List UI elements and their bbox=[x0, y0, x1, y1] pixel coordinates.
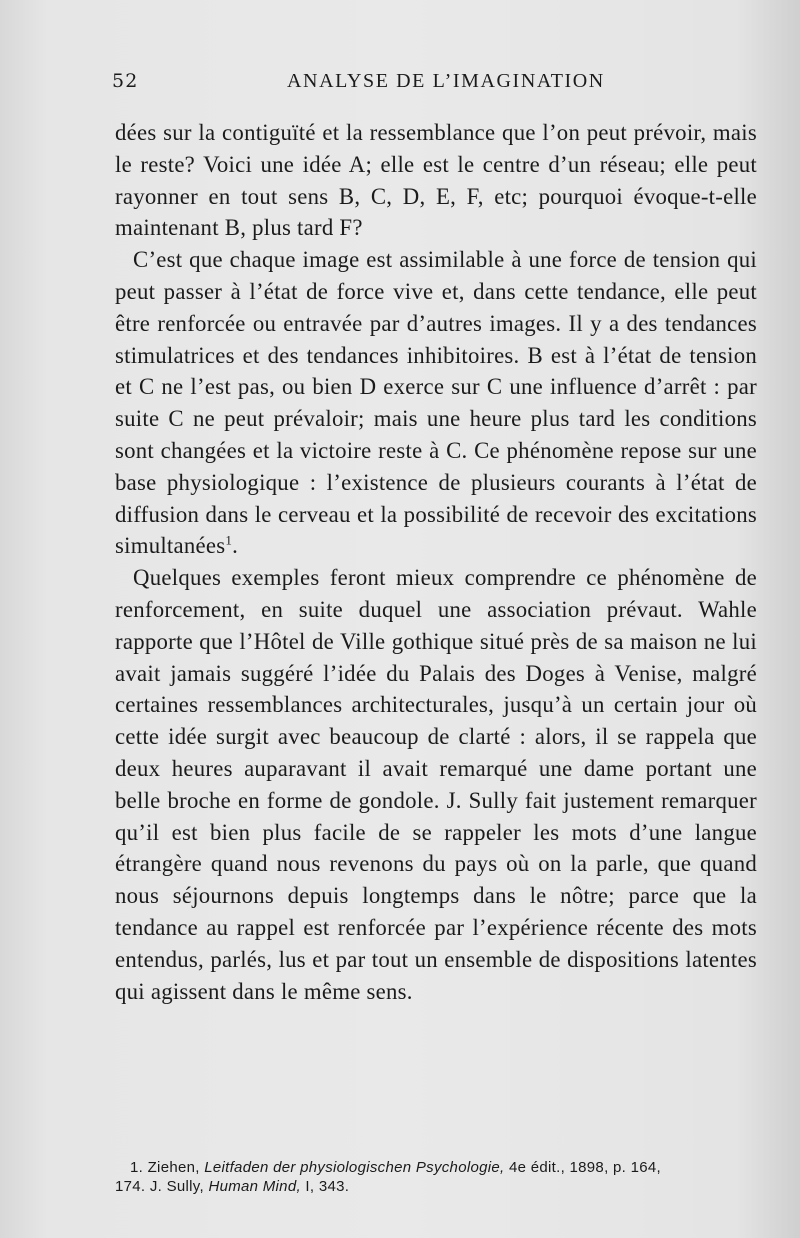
footnote-reference-2: I, 343. bbox=[305, 1178, 350, 1195]
footnote-continuation: 174. J. Sully, bbox=[115, 1178, 204, 1195]
body-text bbox=[115, 117, 757, 1007]
paragraph-2-text: C’est que chaque image est assimilable à une force de tension qui peut passer à l’état de force vive et, dans cette tendance, elle peut être renforcée ou entravée par d’autres images. Il y a des tendances stimulatrices et des tendances inhibitoires. B est à l’état de tension et C ne l’est pas, ou bien D exerce sur C une influence d’arrêt : par suite C ne peut prévaloir; mais une heure plus tard les conditions sont changées et la victoire reste à C. Ce phénomène repose sur une base physiologique : l’existence de plusieurs courants à l’état de diffusion dans le cerveau et la possibilité de recevoir des excitations simultanées bbox=[115, 247, 757, 559]
footnote-edition-1: 4e édit., 1898, p. 164, bbox=[508, 1159, 661, 1176]
paragraph-2-end: . bbox=[232, 533, 239, 559]
footnote-author-1: Ziehen, bbox=[147, 1159, 200, 1176]
page-header bbox=[112, 70, 757, 104]
page-number: 52 bbox=[112, 70, 139, 92]
running-title: ANALYSE DE L’IMAGINATION bbox=[287, 70, 605, 92]
footnote bbox=[115, 1158, 757, 1196]
paragraph-2 bbox=[115, 244, 757, 562]
footnote-title-1: Leitfaden der physiologischen Psychologie, bbox=[204, 1159, 505, 1176]
footnote-marker: 1. bbox=[130, 1159, 144, 1176]
footnote-line-2 bbox=[115, 1177, 757, 1196]
footnote-reference: 1 bbox=[225, 532, 233, 548]
footnote-title-2: Human Mind, bbox=[208, 1178, 301, 1195]
paragraph-1: dées sur la contiguïté et la ressemblance que l’on peut prévoir, mais le reste? Voici une idée A; elle est le centre d’un réseau; elle peut rayonner en tout sens B, C, D, E, F, etc; pourquoi évoque-t-elle maintenant B, plus tard F? bbox=[115, 120, 757, 241]
footnote-line-1 bbox=[115, 1158, 757, 1177]
paragraph-3: Quelques exemples feront mieux comprendre ce phénomène de renforcement, en suite duquel une association prévaut. Wahle rapporte que l’Hôtel de Ville gothique situé près de sa maison ne lui avait jamais suggéré l’idée du Palais des Doges à Venise, malgré certaines ressemblances architecturales, jusqu’à un certain jour où cette idée surgit avec beaucoup de clarté : alors, il se rappela que deux heures auparavant il avait remarqué une dame portant une belle broche en forme de gondole. J. Sully fait justement remarquer qu’il est bien plus facile de se rappeler les mots d’une langue étrangère quand nous revenons du pays où on la parle, que quand nous séjournons depuis longtemps dans le nôtre; parce que la tendance au rappel est renforcée par l’expérience récente des mots entendus, parlés, lus et par tout un ensemble de dispositions latentes qui agissent dans le même sens. bbox=[115, 565, 757, 1004]
